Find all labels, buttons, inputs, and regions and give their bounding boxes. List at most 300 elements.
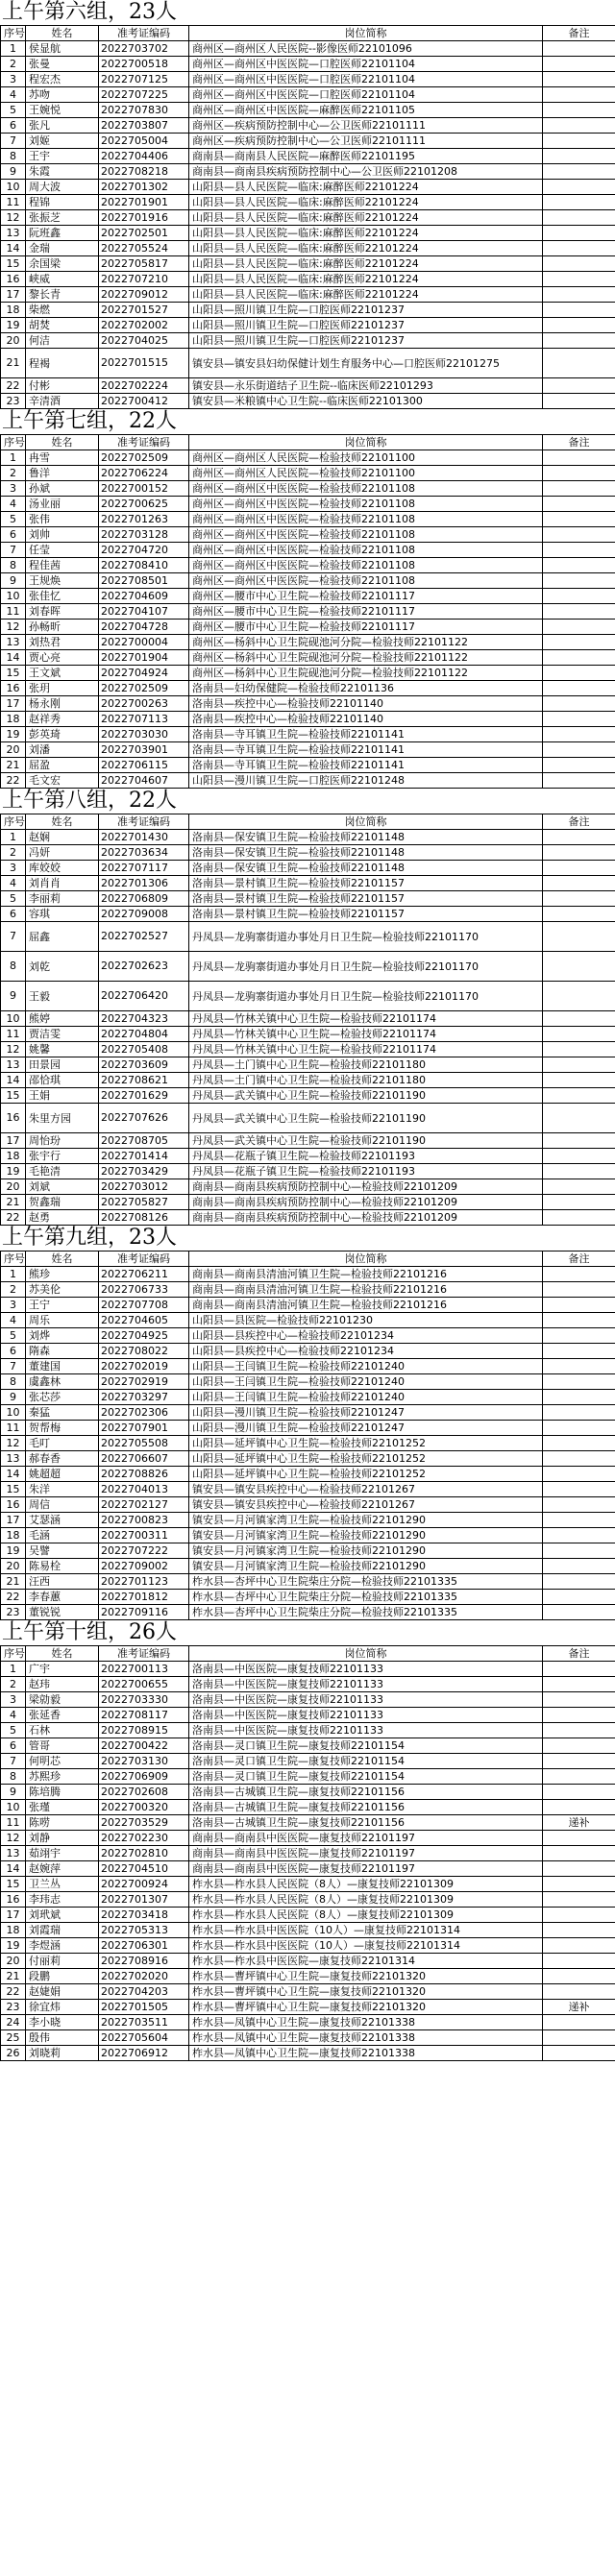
post-title: 商州区—商州区中医医院—检验技师22101108 <box>189 497 543 512</box>
row-note <box>543 1195 615 1210</box>
candidate-name: 汪西 <box>26 1574 99 1590</box>
table-row <box>1 742 615 758</box>
candidate-name: 徐宜炜 <box>26 2000 99 2015</box>
post-title: 山阳县—延坪镇中心卫生院—检验技师22101252 <box>189 1436 543 1451</box>
table-row <box>1 149 615 164</box>
exam-number: 2022708501 <box>99 573 189 589</box>
table-row <box>1 1164 615 1179</box>
post-title: 洛南县—妇幼保健院—检验技师22101136 <box>189 681 543 696</box>
post-title: 商南县—商南县清油河镇卫生院—检验技师22101216 <box>189 1282 543 1298</box>
header-post: 岗位简称 <box>189 1646 543 1662</box>
post-title: 洛南县—寺耳镇卫生院—检验技师22101141 <box>189 727 543 742</box>
row-index: 19 <box>1 1543 26 1559</box>
header-exam-no: 准考证编码 <box>99 435 189 450</box>
table-row <box>1 1195 615 1210</box>
exam-number: 2022707626 <box>99 1104 189 1133</box>
exam-number: 2022700412 <box>99 394 189 409</box>
candidate-name: 杨永刚 <box>26 696 99 712</box>
row-note <box>543 1831 615 1846</box>
row-index: 7 <box>1 1754 26 1769</box>
exam-number: 2022704605 <box>99 1313 189 1328</box>
post-title: 柞水县—柞水县中医医院—康复技师22101314 <box>189 1954 543 1969</box>
table-row <box>1 2015 615 2030</box>
exam-number: 2022704107 <box>99 604 189 620</box>
exam-number: 2022701414 <box>99 1149 189 1164</box>
candidate-name: 广宇 <box>26 1662 99 1677</box>
row-note <box>543 450 615 466</box>
table-row <box>1 180 615 195</box>
row-note <box>543 1605 615 1620</box>
row-index: 10 <box>1 1405 26 1421</box>
row-note <box>543 1359 615 1374</box>
post-title: 柞水县—曹坪镇中心卫生院—康复技师22101320 <box>189 1984 543 2000</box>
table-row <box>1 558 615 573</box>
exam-number: 2022703297 <box>99 1390 189 1405</box>
exam-number: 2022703807 <box>99 118 189 134</box>
candidate-name: 何洁 <box>26 333 99 349</box>
row-index: 19 <box>1 1938 26 1954</box>
header-post: 岗位简称 <box>189 26 543 41</box>
row-index: 17 <box>1 1133 26 1149</box>
exam-number: 2022701123 <box>99 1574 189 1590</box>
row-index: 6 <box>1 527 26 543</box>
table-row <box>1 1559 615 1574</box>
table-row <box>1 318 615 333</box>
row-index: 21 <box>1 758 26 773</box>
row-note <box>543 1073 615 1088</box>
table-row <box>1 1057 615 1073</box>
exam-number: 2022704406 <box>99 149 189 164</box>
table-row <box>1 1282 615 1298</box>
exam-number: 2022701901 <box>99 195 189 210</box>
row-note <box>543 1436 615 1451</box>
table-row <box>1 1954 615 1969</box>
post-title: 镇安县—月河镇家湾卫生院—检验技师22101290 <box>189 1559 543 1574</box>
row-note <box>543 1800 615 1815</box>
row-note <box>543 303 615 318</box>
row-note <box>543 87 615 103</box>
table-row <box>1 1892 615 1908</box>
exam-number: 2022701430 <box>99 830 189 845</box>
row-index: 3 <box>1 1298 26 1313</box>
candidate-name: 殷伟 <box>26 2030 99 2046</box>
row-index: 3 <box>1 1692 26 1708</box>
exam-number: 2022704924 <box>99 666 189 681</box>
candidate-name: 吴譬 <box>26 1543 99 1559</box>
post-title: 山阳县—县人民医院—临床:麻醉医师22101224 <box>189 256 543 272</box>
row-note <box>543 558 615 573</box>
exam-number: 2022707125 <box>99 72 189 87</box>
table-row <box>1 1723 615 1738</box>
candidate-name: 董建国 <box>26 1359 99 1374</box>
row-index: 7 <box>1 922 26 952</box>
row-index: 15 <box>1 666 26 681</box>
post-title: 丹凤县—竹林关镇中心卫生院—检验技师22101174 <box>189 1027 543 1042</box>
candidate-name: 姚超超 <box>26 1467 99 1482</box>
row-note <box>543 952 615 982</box>
row-note <box>543 922 615 952</box>
row-note <box>543 481 615 497</box>
table-row <box>1 1846 615 1861</box>
group-section <box>0 0 615 409</box>
exam-number: 2022706301 <box>99 1938 189 1954</box>
post-title: 镇安县—月河镇家湾卫生院—检验技师22101290 <box>189 1528 543 1543</box>
post-title: 柞水县—柞水县人民医院（8人）—康复技师22101309 <box>189 1908 543 1923</box>
table-row <box>1 1359 615 1374</box>
post-title: 镇安县—镇安县疾控中心—检验技师22101267 <box>189 1497 543 1513</box>
exam-number: 2022705004 <box>99 134 189 149</box>
row-index: 14 <box>1 1467 26 1482</box>
post-title: 丹凤县—竹林关镇中心卫生院—检验技师22101174 <box>189 1011 543 1027</box>
table-row <box>1 1451 615 1467</box>
row-note <box>543 1861 615 1877</box>
post-title: 丹凤县—武关镇中心卫生院—检验技师22101190 <box>189 1104 543 1133</box>
exam-number: 2022700263 <box>99 696 189 712</box>
row-note <box>543 1057 615 1073</box>
candidate-name: 王娟 <box>26 1088 99 1104</box>
row-index: 5 <box>1 1328 26 1344</box>
header-post: 岗位简称 <box>189 435 543 450</box>
post-title: 山阳县—照川镇卫生院—口腔医师22101237 <box>189 318 543 333</box>
post-title: 山阳县—王闫镇卫生院—检验技师22101240 <box>189 1374 543 1390</box>
row-note <box>543 1011 615 1027</box>
row-note: 递补 <box>543 1815 615 1831</box>
candidate-name: 朱洋 <box>26 1482 99 1497</box>
table-row <box>1 497 615 512</box>
table-row <box>1 226 615 241</box>
row-note <box>543 1662 615 1677</box>
table-row <box>1 1390 615 1405</box>
table-row <box>1 195 615 210</box>
row-index: 13 <box>1 1057 26 1073</box>
exam-number: 2022709012 <box>99 287 189 303</box>
candidate-name: 刘烨 <box>26 1328 99 1344</box>
exam-number: 2022700113 <box>99 1662 189 1677</box>
exam-number: 2022708916 <box>99 1954 189 1969</box>
table-row <box>1 57 615 72</box>
exam-number: 2022708621 <box>99 1073 189 1088</box>
exam-number: 2022701307 <box>99 1892 189 1908</box>
post-title: 丹凤县—竹林关镇中心卫生院—检验技师22101174 <box>189 1042 543 1057</box>
table-row <box>1 1543 615 1559</box>
table-row <box>1 1042 615 1057</box>
table-row <box>1 1344 615 1359</box>
row-index: 18 <box>1 1528 26 1543</box>
row-index: 4 <box>1 876 26 891</box>
exam-number: 2022707708 <box>99 1298 189 1313</box>
row-note <box>543 1938 615 1954</box>
row-index: 9 <box>1 1390 26 1405</box>
table-row <box>1 287 615 303</box>
exam-number: 2022704607 <box>99 773 189 789</box>
row-index: 14 <box>1 650 26 666</box>
post-title: 丹凤县—武关镇中心卫生院—检验技师22101190 <box>189 1088 543 1104</box>
row-note <box>543 349 615 378</box>
row-index: 18 <box>1 1149 26 1164</box>
row-note <box>543 333 615 349</box>
header-note: 备注 <box>543 26 615 41</box>
exam-number: 2022700655 <box>99 1677 189 1692</box>
row-note <box>543 1954 615 1969</box>
candidate-name: 周怡玢 <box>26 1133 99 1149</box>
table-row <box>1 1133 615 1149</box>
exam-number: 2022704203 <box>99 1984 189 2000</box>
row-note <box>543 1769 615 1785</box>
candidate-name: 董锐锐 <box>26 1605 99 1620</box>
post-title: 山阳县—照川镇卫生院—口腔医师22101237 <box>189 333 543 349</box>
row-index: 22 <box>1 1210 26 1226</box>
table-row <box>1 1482 615 1497</box>
row-index: 12 <box>1 620 26 635</box>
row-note <box>543 241 615 256</box>
row-index: 1 <box>1 830 26 845</box>
row-note <box>543 1877 615 1892</box>
table-row <box>1 1754 615 1769</box>
row-index: 8 <box>1 1769 26 1785</box>
row-note <box>543 210 615 226</box>
exam-number: 2022700625 <box>99 497 189 512</box>
table-row <box>1 758 615 773</box>
row-note <box>543 1088 615 1104</box>
header-exam-no: 准考证编码 <box>99 814 189 830</box>
exam-number: 2022707210 <box>99 272 189 287</box>
row-index: 19 <box>1 727 26 742</box>
exam-number: 2022709116 <box>99 1605 189 1620</box>
header-index: 序号 <box>1 1646 26 1662</box>
row-note <box>543 1543 615 1559</box>
table-row <box>1 349 615 378</box>
row-index: 13 <box>1 1451 26 1467</box>
candidate-name: 程褐 <box>26 349 99 378</box>
table-header-row <box>1 814 615 830</box>
candidate-name: 毛涵 <box>26 1528 99 1543</box>
table-row <box>1 1800 615 1815</box>
table-row <box>1 450 615 466</box>
table-row <box>1 1692 615 1708</box>
post-title: 丹凤县—花瓶子镇卫生院—检验技师22101193 <box>189 1149 543 1164</box>
candidate-name: 张芯莎 <box>26 1390 99 1405</box>
row-index: 7 <box>1 1359 26 1374</box>
candidate-name: 李丽莉 <box>26 891 99 907</box>
table-row <box>1 1405 615 1421</box>
table-row <box>1 907 615 922</box>
candidate-name: 刘肖肖 <box>26 876 99 891</box>
post-title: 洛南县—保安镇卫生院—检验技师22101148 <box>189 845 543 861</box>
row-note <box>543 1708 615 1723</box>
row-note <box>543 681 615 696</box>
candidate-name: 邵恰琪 <box>26 1073 99 1088</box>
post-title: 洛南县—古城镇卫生院—康复技师22101156 <box>189 1785 543 1800</box>
candidate-table <box>0 1645 615 2061</box>
exam-number: 2022700152 <box>99 481 189 497</box>
post-title: 洛南县—疾控中心—检验技师22101140 <box>189 712 543 727</box>
exam-number: 2022702810 <box>99 1846 189 1861</box>
post-title: 洛南县—中医医院—康复技师22101133 <box>189 1662 543 1677</box>
candidate-name: 胡焚 <box>26 318 99 333</box>
post-title: 洛南县—景村镇卫生院—检验技师22101157 <box>189 907 543 922</box>
exam-number: 2022702501 <box>99 226 189 241</box>
table-row <box>1 72 615 87</box>
post-title: 洛南县—中医医院—康复技师22101133 <box>189 1708 543 1723</box>
row-note <box>543 982 615 1011</box>
row-note <box>543 2046 615 2061</box>
candidate-name: 刘春晖 <box>26 604 99 620</box>
row-index: 2 <box>1 845 26 861</box>
row-index: 15 <box>1 1088 26 1104</box>
exam-number: 2022705508 <box>99 1436 189 1451</box>
candidate-name: 李煜涵 <box>26 1938 99 1954</box>
post-title: 山阳县—县人民医院—临床:麻醉医师22101224 <box>189 210 543 226</box>
row-index: 23 <box>1 1605 26 1620</box>
candidate-name: 贺帮梅 <box>26 1421 99 1436</box>
candidate-name: 赵婕娟 <box>26 1984 99 2000</box>
post-title: 山阳县—县医院—检验技师22101230 <box>189 1313 543 1328</box>
row-index: 6 <box>1 907 26 922</box>
exam-number: 2022701812 <box>99 1590 189 1605</box>
post-title: 丹凤县—土门镇中心卫生院—检验技师22101180 <box>189 1057 543 1073</box>
candidate-name: 张伟 <box>26 512 99 527</box>
row-note <box>543 1451 615 1467</box>
candidate-table <box>0 1251 615 1620</box>
exam-number: 2022703702 <box>99 41 189 57</box>
exam-number: 2022706224 <box>99 466 189 481</box>
row-index: 23 <box>1 394 26 409</box>
candidate-name: 姚馨 <box>26 1042 99 1057</box>
candidate-name: 程佳茜 <box>26 558 99 573</box>
post-title: 商州区—商州区人民医院—检验技师22101100 <box>189 450 543 466</box>
exam-number: 2022707113 <box>99 712 189 727</box>
row-note <box>543 1692 615 1708</box>
row-note <box>543 180 615 195</box>
header-name: 姓名 <box>26 26 99 41</box>
table-row <box>1 87 615 103</box>
row-index: 15 <box>1 256 26 272</box>
row-note <box>543 1104 615 1133</box>
exam-number: 2022703012 <box>99 1179 189 1195</box>
row-note <box>543 1846 615 1861</box>
row-index: 3 <box>1 481 26 497</box>
candidate-name: 孙畅昕 <box>26 620 99 635</box>
table-row <box>1 727 615 742</box>
exam-number: 2022701505 <box>99 2000 189 2015</box>
row-note <box>543 1723 615 1738</box>
table-row <box>1 620 615 635</box>
table-row <box>1 1677 615 1692</box>
exam-number: 2022704720 <box>99 543 189 558</box>
candidate-name: 田景园 <box>26 1057 99 1073</box>
table-row <box>1 466 615 481</box>
row-note <box>543 1528 615 1543</box>
row-index: 9 <box>1 573 26 589</box>
row-note <box>543 134 615 149</box>
exam-number: 2022701515 <box>99 349 189 378</box>
row-note <box>543 394 615 409</box>
group-section <box>0 1620 615 2061</box>
row-index: 22 <box>1 1590 26 1605</box>
post-title: 镇安县—镇安县疾控中心—检验技师22101267 <box>189 1482 543 1497</box>
post-title: 商州区—商州区中医医院—麻醉医师22101105 <box>189 103 543 118</box>
exam-number: 2022705604 <box>99 2030 189 2046</box>
post-title: 山阳县—县人民医院—临床:麻醉医师22101224 <box>189 241 543 256</box>
row-note <box>543 497 615 512</box>
exam-number: 2022708218 <box>99 164 189 180</box>
candidate-name: 王宇 <box>26 149 99 164</box>
post-title: 洛南县—保安镇卫生院—检验技师22101148 <box>189 861 543 876</box>
row-note <box>543 1149 615 1164</box>
exam-number: 2022702020 <box>99 1969 189 1984</box>
exam-number: 2022704804 <box>99 1027 189 1042</box>
row-note: 递补 <box>543 2000 615 2015</box>
candidate-name: 卫兰丛 <box>26 1877 99 1892</box>
exam-number: 2022700518 <box>99 57 189 72</box>
table-row <box>1 1011 615 1027</box>
table-row <box>1 241 615 256</box>
row-index: 16 <box>1 1104 26 1133</box>
post-title: 商南县—商南县清油河镇卫生院—检验技师22101216 <box>189 1267 543 1282</box>
row-note <box>543 2015 615 2030</box>
table-header-row <box>1 1252 615 1267</box>
row-index: 14 <box>1 1861 26 1877</box>
candidate-name: 容琪 <box>26 907 99 922</box>
post-title: 镇安县—月河镇家湾卫生院—检验技师22101290 <box>189 1513 543 1528</box>
table-row <box>1 1210 615 1226</box>
candidate-name: 周信 <box>26 1497 99 1513</box>
exam-number: 2022702509 <box>99 450 189 466</box>
post-title: 山阳县—漫川镇卫生院—口腔医师22101248 <box>189 773 543 789</box>
exam-number: 2022708117 <box>99 1708 189 1723</box>
row-index: 6 <box>1 118 26 134</box>
exam-number: 2022703030 <box>99 727 189 742</box>
row-index: 20 <box>1 1179 26 1195</box>
candidate-name: 周大波 <box>26 180 99 195</box>
post-title: 商州区—商州区中医医院—检验技师22101108 <box>189 558 543 573</box>
row-note <box>543 41 615 57</box>
row-index: 10 <box>1 180 26 195</box>
post-title: 镇安县—月河镇家湾卫生院—检验技师22101290 <box>189 1543 543 1559</box>
table-row <box>1 1088 615 1104</box>
table-row <box>1 604 615 620</box>
post-title: 商南县—商南县疾病预防控制中心—公卫医师22101208 <box>189 164 543 180</box>
row-index: 2 <box>1 466 26 481</box>
exam-number: 2022708826 <box>99 1467 189 1482</box>
candidate-name: 毛叮 <box>26 1436 99 1451</box>
candidate-name: 苏吻 <box>26 87 99 103</box>
candidate-name: 刘潘 <box>26 742 99 758</box>
row-note <box>543 727 615 742</box>
table-row <box>1 696 615 712</box>
candidate-name: 周乐 <box>26 1313 99 1328</box>
group-section <box>0 1226 615 1620</box>
exam-number: 2022707117 <box>99 861 189 876</box>
exam-number: 2022703529 <box>99 1815 189 1831</box>
row-note <box>543 378 615 394</box>
header-exam-no: 准考证编码 <box>99 26 189 41</box>
row-index: 24 <box>1 2015 26 2030</box>
row-index: 19 <box>1 1164 26 1179</box>
candidate-name: 陈易栓 <box>26 1559 99 1574</box>
candidate-name: 朱霞 <box>26 164 99 180</box>
candidate-name: 鲁洋 <box>26 466 99 481</box>
exam-number: 2022704025 <box>99 333 189 349</box>
group-section <box>0 409 615 789</box>
row-index: 2 <box>1 1282 26 1298</box>
candidate-name: 王毅 <box>26 982 99 1011</box>
row-note <box>543 1785 615 1800</box>
row-note <box>543 1467 615 1482</box>
table-row <box>1 861 615 876</box>
row-note <box>543 1298 615 1313</box>
row-index: 15 <box>1 1482 26 1497</box>
